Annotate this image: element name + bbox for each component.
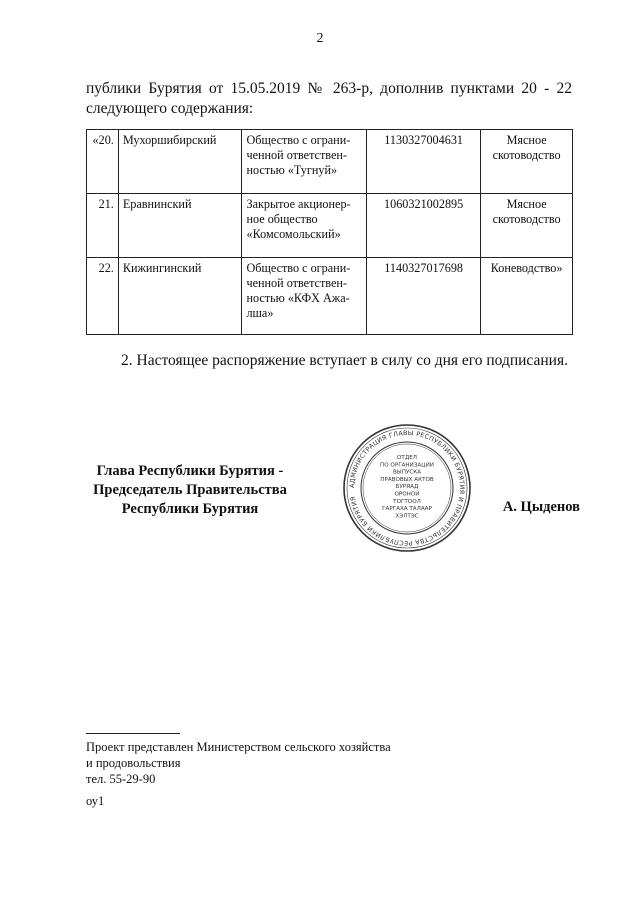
organization-cell bbox=[242, 130, 367, 194]
organization-line: лша» bbox=[246, 306, 274, 320]
stamp-center-line: ХЭЛТЭС bbox=[395, 513, 419, 520]
row-number: 22. bbox=[87, 258, 119, 335]
signer-title-line: Председатель Правительства bbox=[93, 482, 287, 498]
ogrn-cell: 1130327004631 bbox=[367, 130, 481, 194]
district-cell: Мухоршибирский bbox=[118, 130, 242, 194]
organization-cell bbox=[242, 258, 367, 335]
activity-cell: Коневодство» bbox=[481, 258, 573, 335]
stamp-center-line: ПРАВОВЫХ АКТОВ bbox=[380, 476, 434, 483]
stamp-seal-icon bbox=[342, 423, 472, 553]
clause-2: 2. Настоящее распоряжение вступает в силу со дня его подписания. bbox=[121, 352, 568, 369]
stamp-center-line: ВЫПУСКА bbox=[392, 469, 422, 476]
stamp-ring-text: АДМИНИСТРАЦИЯ ГЛАВЫ РЕСПУБЛИКИ БУРЯТИЯ И ПРАВИТЕЛЬСТВА РЕСПУБЛИКИ БУРЯТИЯ bbox=[348, 429, 466, 547]
table-row bbox=[87, 130, 573, 194]
row-number: 21. bbox=[87, 194, 119, 258]
signer-title-line: Глава Республики Бурятия - bbox=[96, 463, 284, 479]
organization-line: ченной ответствен- bbox=[246, 148, 347, 162]
table-row bbox=[87, 258, 573, 335]
signer-name: А. Цыденов bbox=[502, 499, 580, 515]
appendix-table bbox=[86, 129, 573, 335]
intro-paragraph: публики Бурятия от 15.05.2019 № 263-р, дополнив пунктами 20 - 22 следующего содержания: bbox=[86, 80, 572, 117]
footnote-line: тел. 55-29-90 bbox=[86, 772, 156, 786]
stamp-center-line: ПО ОРГАНИЗАЦИИ bbox=[380, 462, 434, 469]
district-cell: Кижингинский bbox=[118, 258, 242, 335]
organization-line: ное общество bbox=[246, 212, 318, 226]
footnote-divider bbox=[86, 733, 180, 734]
ogrn-cell: 1060321002895 bbox=[367, 194, 481, 258]
document-code: оу1 bbox=[86, 794, 105, 808]
ogrn-cell: 1140327017698 bbox=[367, 258, 481, 335]
organization-line: Закрытое акционер- bbox=[246, 197, 351, 211]
organization-cell bbox=[242, 194, 367, 258]
stamp-center-line: ГАРГАХА ТАЛААР bbox=[382, 506, 432, 513]
page-number: 2 bbox=[316, 31, 324, 46]
stamp-center-line: БУРЯАД bbox=[395, 484, 419, 491]
row-number: «20. bbox=[87, 130, 119, 194]
stamp-center-line: ТОГТООЛ bbox=[393, 498, 421, 505]
organization-line: Общество с ограни- bbox=[246, 133, 351, 147]
activity-cell: Мясное скотоводство bbox=[481, 194, 573, 258]
organization-line: ченной ответствен- bbox=[246, 276, 347, 290]
official-stamp bbox=[342, 423, 472, 553]
footnote bbox=[86, 739, 446, 787]
footnote-line: и продовольствия bbox=[86, 756, 181, 770]
organization-line: «Комсомольский» bbox=[246, 227, 341, 241]
footnote-line: Проект представлен Министерством сельского хозяйства bbox=[86, 740, 391, 754]
stamp-center-line: ОТДЕЛ bbox=[397, 455, 417, 461]
table-row bbox=[87, 194, 573, 258]
district-cell: Еравнинский bbox=[118, 194, 242, 258]
stamp-center-line: ОРОНОЙ bbox=[394, 491, 420, 498]
signer-title bbox=[70, 462, 310, 519]
organization-line: ностью «КФХ Ажа- bbox=[246, 291, 350, 305]
organization-line: Общество с ограни- bbox=[246, 261, 351, 275]
signer-title-line: Республики Бурятия bbox=[121, 501, 259, 517]
activity-cell: Мясное скотоводство bbox=[481, 130, 573, 194]
organization-line: ностью «Тугнуй» bbox=[246, 163, 338, 177]
